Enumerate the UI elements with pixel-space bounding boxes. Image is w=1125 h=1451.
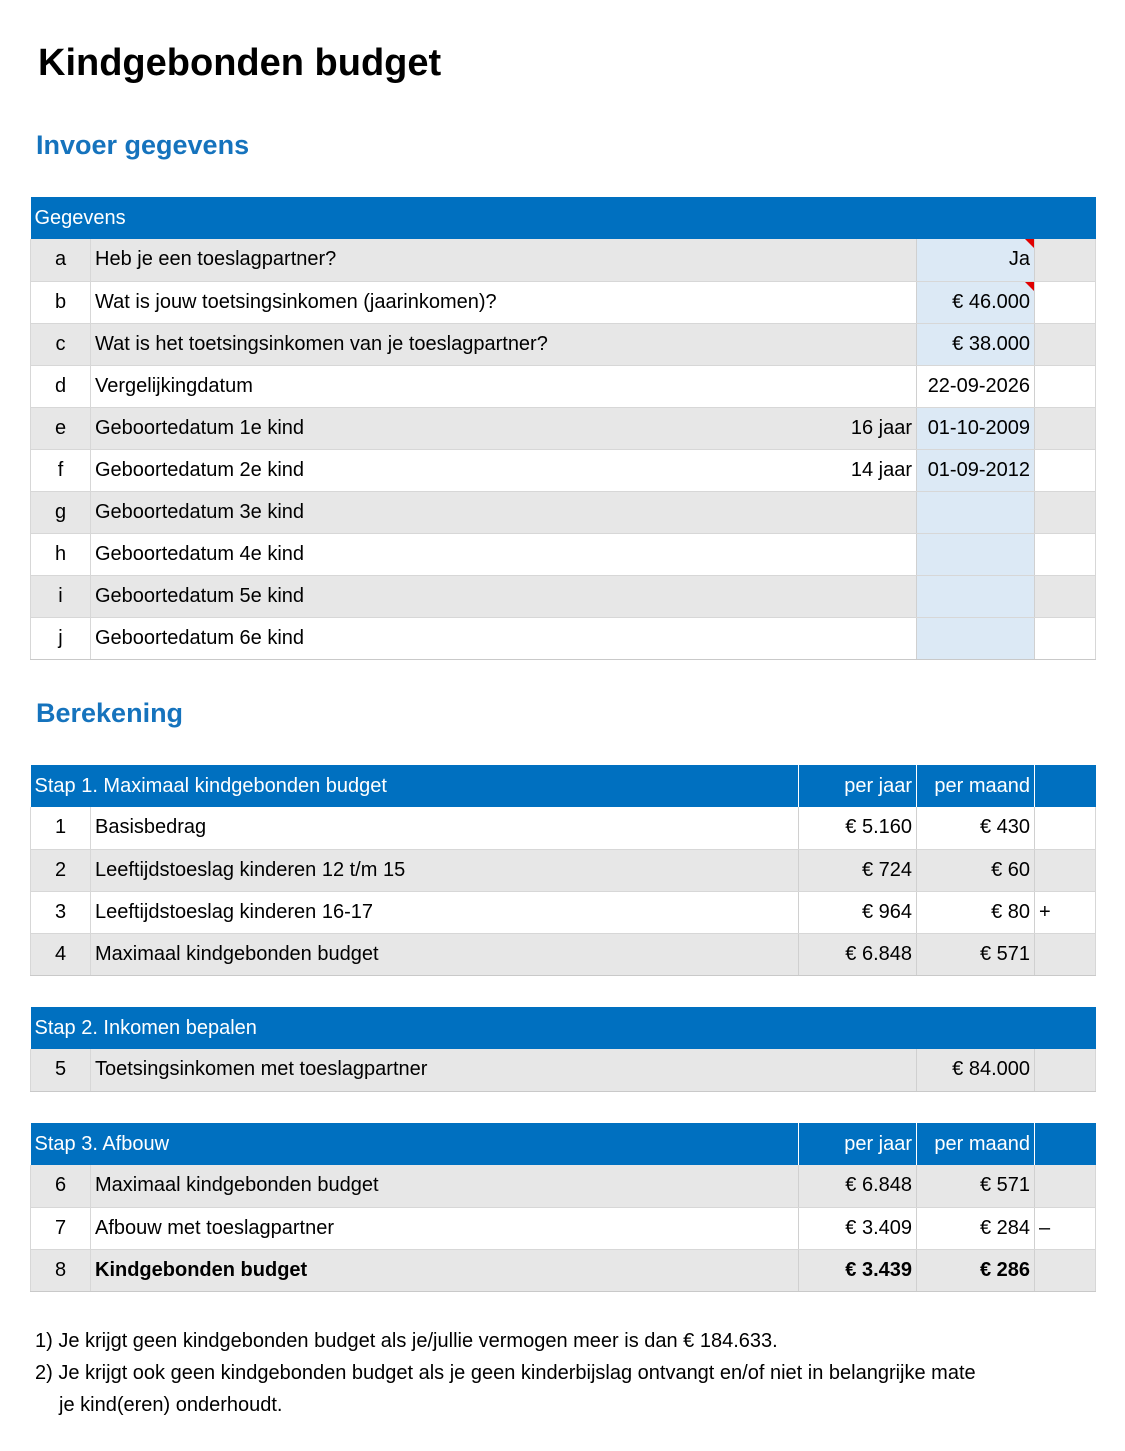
table-row-total <box>31 1249 1096 1291</box>
row-operator <box>1035 1249 1096 1291</box>
table-row <box>31 1049 1096 1091</box>
row-spacer <box>1035 365 1096 407</box>
header-spacer <box>1035 765 1096 807</box>
value-per-jaar: € 964 <box>799 891 917 933</box>
row-label: Geboortedatum 4e kind <box>91 533 799 575</box>
col-per-maand: per maand <box>917 1123 1035 1165</box>
value-per-maand: € 80 <box>917 891 1035 933</box>
row-label: Maximaal kindgebonden budget <box>91 1165 799 1207</box>
value-per-jaar: € 724 <box>799 849 917 891</box>
value-per-jaar: € 6.848 <box>799 933 917 975</box>
row-label: Geboortedatum 2e kind <box>91 449 799 491</box>
row-key: d <box>31 365 91 407</box>
row-key: c <box>31 323 91 365</box>
stap3-header: Stap 3. Afbouw <box>31 1123 799 1165</box>
row-extra <box>799 533 917 575</box>
child-age: 16 jaar <box>799 407 917 449</box>
row-spacer <box>1035 449 1096 491</box>
table-row <box>31 1207 1096 1249</box>
row-spacer <box>1035 1049 1096 1091</box>
row-operator <box>1035 849 1096 891</box>
row-label: Wat is het toetsingsinkomen van je toeslagpartner? <box>91 323 799 365</box>
gegevens-header-row <box>31 197 1096 239</box>
row-key: i <box>31 575 91 617</box>
section-heading-invoer: Invoer gegevens <box>36 130 250 160</box>
value-per-maand: € 60 <box>917 849 1035 891</box>
value-per-maand: € 571 <box>917 1165 1035 1207</box>
row-operator <box>1035 933 1096 975</box>
stap3-table <box>30 1123 1096 1292</box>
row-key: b <box>31 281 91 323</box>
row-key: j <box>31 617 91 659</box>
row-label: Maximaal kindgebonden budget <box>91 933 799 975</box>
row-label: Leeftijdstoeslag kinderen 16-17 <box>91 891 799 933</box>
value-per-maand: € 430 <box>917 807 1035 849</box>
row-key: e <box>31 407 91 449</box>
page-title: Kindgebonden budget <box>38 42 442 84</box>
row-label: Basisbedrag <box>91 807 799 849</box>
row-spacer <box>1035 281 1096 323</box>
table-row <box>31 365 1096 407</box>
row-spacer <box>1035 323 1096 365</box>
total-label: Kindgebonden budget <box>91 1249 799 1291</box>
row-key: 5 <box>31 1049 91 1091</box>
row-label: Geboortedatum 6e kind <box>91 617 799 659</box>
value-per-maand: € 571 <box>917 933 1035 975</box>
table-row <box>31 449 1096 491</box>
stap3-header-row <box>31 1123 1096 1165</box>
toeslagpartner-input[interactable]: Ja <box>917 239 1035 281</box>
row-key: 6 <box>31 1165 91 1207</box>
toetsingsinkomen-total: € 84.000 <box>917 1049 1035 1091</box>
row-key: 3 <box>31 891 91 933</box>
row-key: g <box>31 491 91 533</box>
row-key: 8 <box>31 1249 91 1291</box>
row-label: Afbouw met toeslagpartner <box>91 1207 799 1249</box>
row-spacer <box>1035 239 1096 281</box>
gegevens-table <box>30 197 1096 660</box>
child-age: 14 jaar <box>799 449 917 491</box>
col-per-jaar: per jaar <box>799 765 917 807</box>
footnote: 2) Je krijgt ook geen kindgebonden budget als je geen kinderbijslag ontvangt en/of niet in belangrijke mate <box>35 1362 976 1384</box>
table-row <box>31 849 1096 891</box>
header-spacer <box>1035 1123 1096 1165</box>
value-per-jaar: € 3.409 <box>799 1207 917 1249</box>
row-label: Heb je een toeslagpartner? <box>91 239 799 281</box>
birthdate-input[interactable]: 01-09-2012 <box>917 449 1035 491</box>
value-per-jaar: € 5.160 <box>799 807 917 849</box>
section-heading-berekening: Berekening <box>36 698 184 728</box>
toetsingsinkomen-input[interactable]: € 46.000 <box>917 281 1035 323</box>
table-row <box>31 533 1096 575</box>
row-operator: – <box>1035 1207 1096 1249</box>
row-key: h <box>31 533 91 575</box>
value-per-maand: € 284 <box>917 1207 1035 1249</box>
row-key: f <box>31 449 91 491</box>
partner-inkomen-input[interactable]: € 38.000 <box>917 323 1035 365</box>
row-extra <box>799 575 917 617</box>
row-key: 2 <box>31 849 91 891</box>
table-row <box>31 491 1096 533</box>
table-row <box>31 933 1096 975</box>
table-row <box>31 281 1096 323</box>
table-row <box>31 1165 1096 1207</box>
row-label: Toetsingsinkomen met toeslagpartner <box>91 1049 917 1091</box>
row-key: a <box>31 239 91 281</box>
row-spacer <box>1035 575 1096 617</box>
row-spacer <box>1035 407 1096 449</box>
value-per-jaar: € 6.848 <box>799 1165 917 1207</box>
stap2-table <box>30 1007 1096 1092</box>
row-extra <box>799 239 917 281</box>
row-key: 1 <box>31 807 91 849</box>
birthdate-input[interactable]: 01-10-2009 <box>917 407 1035 449</box>
footnote-continuation: je kind(eren) onderhoudt. <box>59 1394 283 1416</box>
stap2-header: Stap 2. Inkomen bepalen <box>31 1007 1096 1049</box>
row-spacer <box>1035 617 1096 659</box>
row-label: Geboortedatum 5e kind <box>91 575 799 617</box>
footnotes <box>35 1325 976 1421</box>
row-extra <box>799 323 917 365</box>
table-row <box>31 239 1096 281</box>
total-per-maand: € 286 <box>917 1249 1035 1291</box>
row-label: Leeftijdstoeslag kinderen 12 t/m 15 <box>91 849 799 891</box>
col-per-maand: per maand <box>917 765 1035 807</box>
table-row <box>31 891 1096 933</box>
stap2-header-row <box>31 1007 1096 1049</box>
table-row <box>31 617 1096 659</box>
table-row <box>31 807 1096 849</box>
stap1-header: Stap 1. Maximaal kindgebonden budget <box>31 765 799 807</box>
row-spacer <box>1035 533 1096 575</box>
table-row <box>31 323 1096 365</box>
row-extra <box>799 491 917 533</box>
stap1-header-row <box>31 765 1096 807</box>
birthdate-input[interactable] <box>917 533 1035 575</box>
stap1-table <box>30 765 1096 976</box>
birthdate-input[interactable] <box>917 617 1035 659</box>
row-label: Vergelijkingdatum <box>91 365 799 407</box>
row-key: 7 <box>31 1207 91 1249</box>
table-row <box>31 575 1096 617</box>
row-operator <box>1035 807 1096 849</box>
row-label: Geboortedatum 1e kind <box>91 407 799 449</box>
row-key: 4 <box>31 933 91 975</box>
vergelijkingdatum-value: 22-09-2026 <box>917 365 1035 407</box>
row-label: Geboortedatum 3e kind <box>91 491 799 533</box>
row-label: Wat is jouw toetsingsinkomen (jaarinkomen)? <box>91 281 799 323</box>
birthdate-input[interactable] <box>917 575 1035 617</box>
birthdate-input[interactable] <box>917 491 1035 533</box>
total-per-jaar: € 3.439 <box>799 1249 917 1291</box>
row-extra <box>799 365 917 407</box>
row-extra <box>799 617 917 659</box>
gegevens-header: Gegevens <box>31 197 1096 239</box>
col-per-jaar: per jaar <box>799 1123 917 1165</box>
row-extra <box>799 281 917 323</box>
table-row <box>31 407 1096 449</box>
row-operator: + <box>1035 891 1096 933</box>
row-spacer <box>1035 491 1096 533</box>
row-operator <box>1035 1165 1096 1207</box>
footnote: 1) Je krijgt geen kindgebonden budget als je/jullie vermogen meer is dan € 184.633. <box>35 1330 778 1352</box>
